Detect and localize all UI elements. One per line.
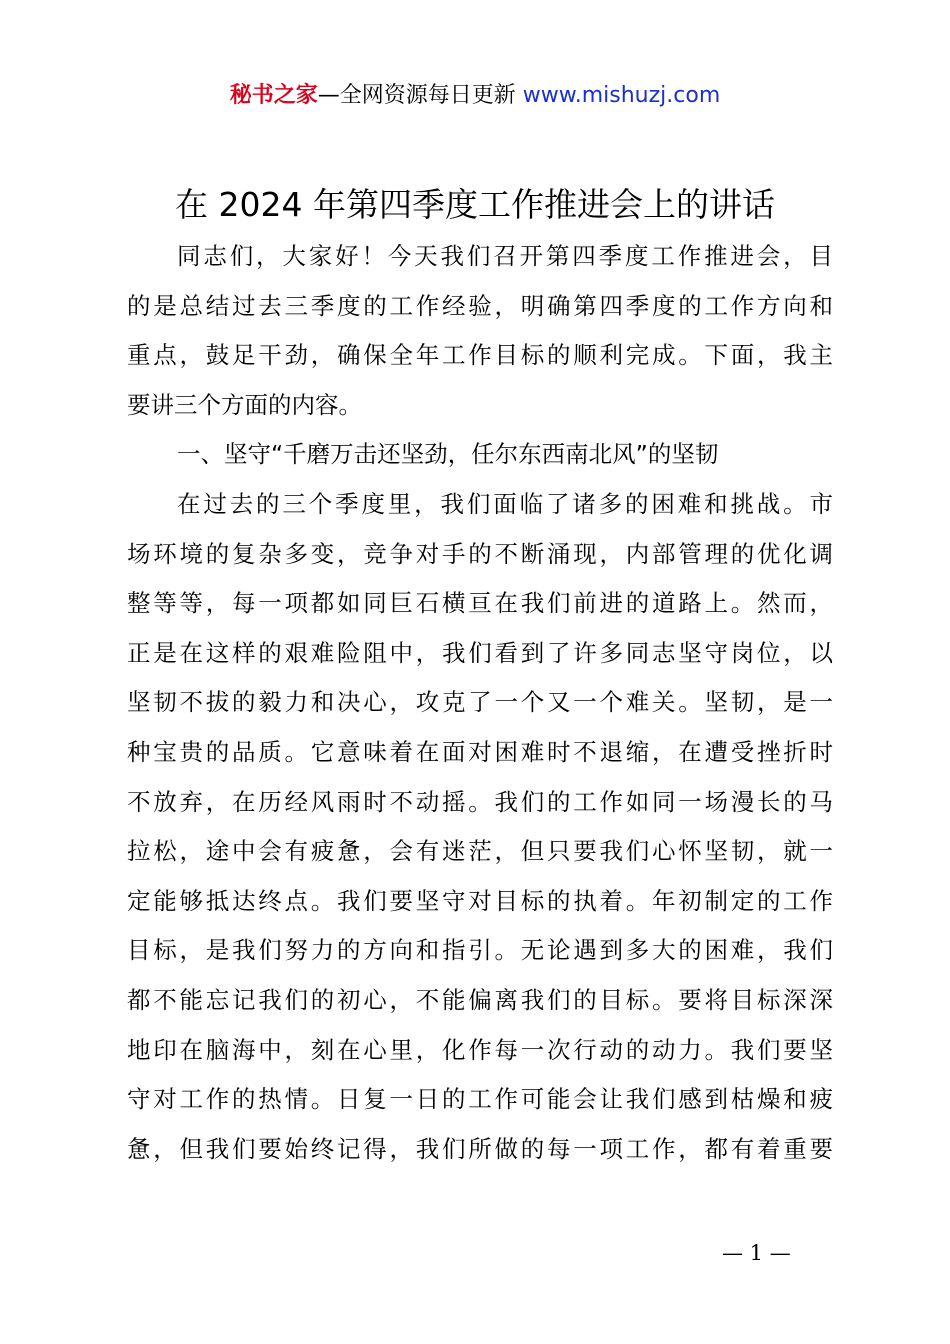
document-body xyxy=(127,232,833,1174)
text-line: 地印在脑海中，刻在心里，化作每一次行动的动力。我们要坚 xyxy=(127,1035,833,1064)
text-line: 同志们，大家好！今天我们召开第四季度工作推进会，目 xyxy=(177,242,833,270)
section-heading: 一、坚守“千磨万击还坚劲，任尔东西南北风”的坚韧 xyxy=(177,440,719,469)
text-line: 定能够抵达终点。我们要坚守对目标的执着。年初制定的工作 xyxy=(127,886,833,915)
header-slogan: —全网资源每日更新 xyxy=(317,83,523,108)
text-line: 坚韧不拔的毅力和决心，攻克了一个又一个难关。坚韧，是一 xyxy=(127,688,833,717)
text-line: 惫，但我们要始终记得，我们所做的每一项工作，都有着重要 xyxy=(127,1134,833,1163)
text-line: 在过去的三个季度里，我们面临了诸多的困难和挑战。市 xyxy=(177,489,833,518)
document-title: 在 2024 年第四季度工作推进会上的讲话 xyxy=(175,185,775,224)
text-line: 种宝贵的品质。它意味着在面对困难时不退缩，在遭受挫折时 xyxy=(127,737,833,766)
text-line: 拉松，途中会有疲惫，会有迷茫，但只要我们心怀坚韧，就一 xyxy=(127,837,833,866)
site-header xyxy=(0,80,950,112)
text-line: 守对工作的热情。日复一日的工作可能会让我们感到枯燥和疲 xyxy=(127,1085,833,1114)
brand-name: 秘书之家 xyxy=(229,83,318,108)
text-line: 的是总结过去三季度的工作经验，明确第四季度的工作方向和 xyxy=(127,291,833,320)
site-url[interactable]: www.mishuzj.com xyxy=(522,83,721,108)
text-line: 不放弃，在历经风雨时不动摇。我们的工作如同一场漫长的马 xyxy=(127,787,833,816)
text-line: 要讲三个方面的内容。 xyxy=(127,390,362,419)
text-line: 正是在这样的艰难险阻中，我们看到了许多同志坚守岗位，以 xyxy=(127,638,833,667)
text-line: 整等等，每一项都如同巨石横亘在我们前进的道路上。然而， xyxy=(127,589,833,618)
text-line: 场环境的复杂多变，竞争对手的不断涌现，内部管理的优化调 xyxy=(127,539,833,568)
page-number: — 1 — xyxy=(722,1241,791,1265)
text-line: 重点，鼓足干劲，确保全年工作目标的顺利完成。下面，我主 xyxy=(127,341,833,370)
text-line: 都不能忘记我们的初心，不能偏离我们的目标。要将目标深深 xyxy=(127,985,833,1014)
text-line: 目标，是我们努力的方向和指引。无论遇到多大的困难，我们 xyxy=(127,936,833,965)
